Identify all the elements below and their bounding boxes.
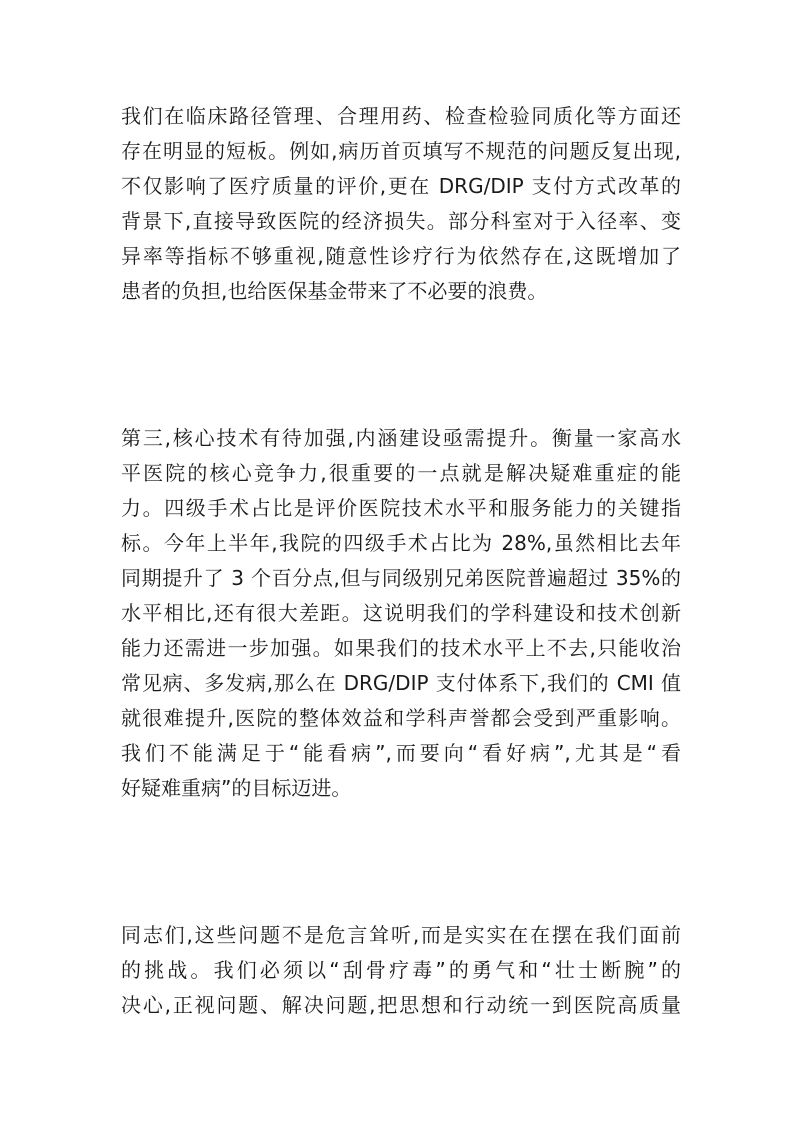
text-line: 存在明显的短板。例如,病历首页填写不规范的问题反复出现,: [121, 139, 681, 163]
text-line: 能力还需进一步加强。如果我们的技术水平上不去,只能收治: [121, 636, 681, 660]
text-line: 决心,正视问题、解决问题,把思想和行动统一到医院高质量: [121, 993, 681, 1017]
text-line: 常见病、多发病,那么在 DRG/DIP 支付体系下,我们的 CMI 值: [121, 671, 681, 695]
text-line: 我们不能满足于“能看病”,而要向“看好病”,尤其是“看: [121, 741, 681, 765]
text-line: 同志们,这些问题不是危言耸听,而是实实在在摆在我们面前: [121, 923, 681, 947]
text-line: 力。四级手术占比是评价医院技术水平和服务能力的关键指: [121, 496, 681, 520]
paragraph-comrades-challenge: [121, 918, 681, 1023]
paragraph-core-technology: [121, 421, 681, 806]
text-line: 就很难提升,医院的整体效益和学科声誉都会受到严重影响。: [121, 706, 681, 730]
text-line: 背景下,直接导致医院的经济损失。部分科室对于入径率、变: [121, 209, 681, 233]
text-line: 好疑难重病”的目标迈进。: [121, 776, 352, 800]
text-line: 平医院的核心竞争力,很重要的一点就是解决疑难重症的能: [121, 461, 681, 485]
text-line: 同期提升了 3 个百分点,但与同级别兄弟医院普遍超过 35%的: [121, 566, 681, 590]
text-line: 第三,核心技术有待加强,内涵建设亟需提升。衡量一家高水: [121, 426, 681, 450]
text-line: 不仅影响了医疗质量的评价,更在 DRG/DIP 支付方式改革的: [121, 174, 681, 198]
text-line: 水平相比,还有很大差距。这说明我们的学科建设和技术创新: [121, 601, 681, 625]
text-line: 标。今年上半年,我院的四级手术占比为 28%,虽然相比去年: [121, 531, 681, 555]
text-line: 患者的负担,也给医保基金带来了不必要的浪费。: [121, 279, 548, 303]
text-line: 我们在临床路径管理、合理用药、检查检验同质化等方面还: [121, 104, 681, 128]
text-line: 异率等指标不够重视,随意性诊疗行为依然存在,这既增加了: [121, 244, 681, 268]
text-line: 的挑战。我们必须以“刮骨疗毒”的勇气和“壮士断腕”的: [121, 958, 681, 982]
paragraph-clinical-shortcomings: [121, 99, 681, 309]
